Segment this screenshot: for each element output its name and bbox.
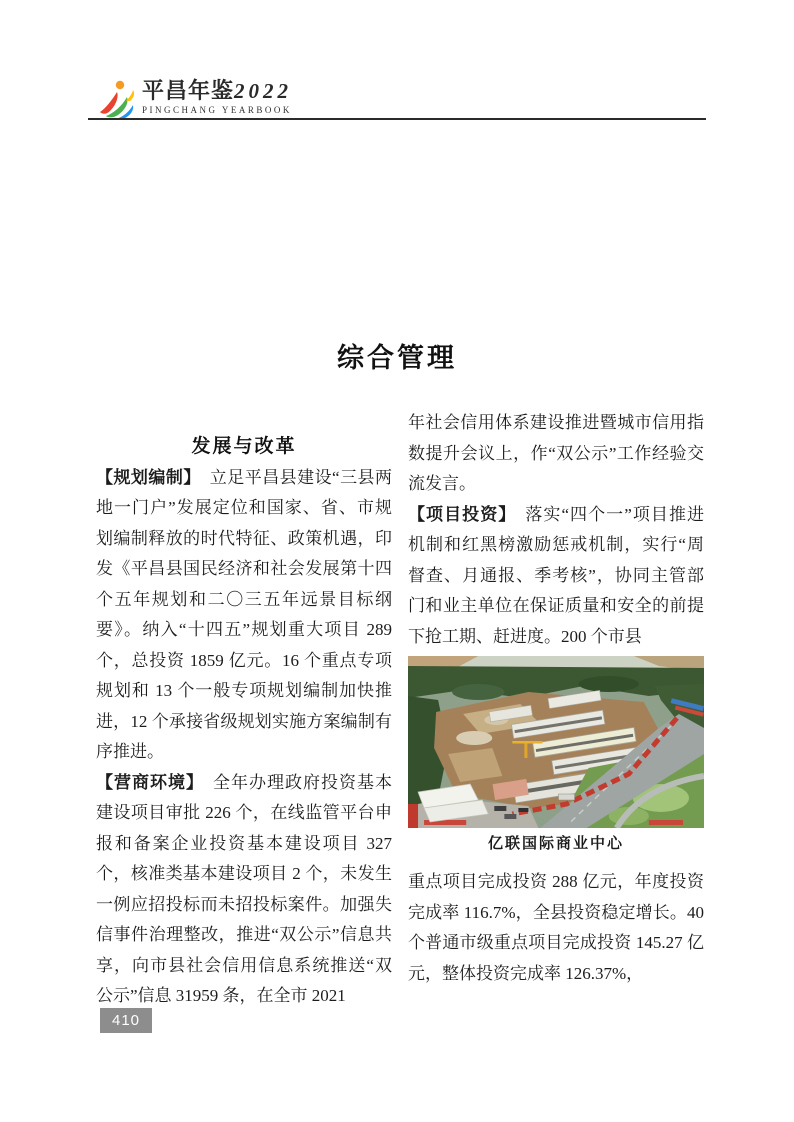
right-column — [408, 408, 704, 989]
brand-subtitle-en: PINGCHANG YEARBOOK — [142, 105, 292, 115]
section-heading-development-reform: 发展与改革 — [191, 436, 297, 457]
entry-label-planning: 【规划编制】 — [96, 467, 201, 487]
construction-site-figure — [408, 656, 704, 855]
brand-title-cn: 平昌年鉴 — [142, 78, 235, 103]
after-photo-paragraph: 重点项目完成投资 288 亿元，年度投资完成率 116.7%，全县投资稳定增长。40 个普通市级重点项目完成投资 145.27 亿元，整体投资完成率 126.37%， — [408, 872, 704, 983]
continuation-paragraph: 年社会信用体系建设推进暨城市信用指数提升会议上，作“双公示”工作经验交流发言。 — [408, 413, 704, 493]
photo-caption: 亿联国际商业中心 — [487, 836, 624, 852]
entry-text-planning: 立足平昌县建设“三县两地一门户”发展定位和国家、省、市规划编制释放的时代特征、政策机遇，印发《平昌县国民经济和社会发展第十四个五年规划和二〇三五年远景目标纲要》。纳入“十四五”规划重大项目 289 个，总投资 1859 亿元。16 个重点专项规划和 13 个一般专项规划编制加快推进，12 个承接省级规划实施方案编制有序推进。 — [96, 467, 393, 761]
entry-paragraph-business-environment — [96, 768, 392, 1012]
entry-paragraph-planning — [96, 463, 392, 768]
construction-site-aerial-photo — [408, 656, 704, 828]
entry-text-project-investment: 落实“四个一”项目推进机制和红黑榜激励惩戒机制，实行“周督查、月通报、季考核”，协同主管部门和业主单位在保证质量和安全的前提下抢工期、赶进度。200 个市县 — [408, 504, 705, 646]
entry-paragraph-project-investment — [408, 500, 704, 653]
entry-text-business-environment: 全年办理政府投资基本建设项目审批 226 个，在线监管平台申报和备案企业投资基本建设项目 327 个，核准类基本建设项目 2 个，未发生一例应招投标而未招投标案件。加强失信事件治理整改，推进“双公示”信息共享，向市县社会信用信息系统推送“双公示”信息 31959 条，在全市 2021 — [96, 772, 392, 1005]
entry-label-project-investment: 【项目投资】 — [408, 504, 517, 524]
entry-label-business-environment: 【营商环境】 — [96, 772, 204, 792]
header-rule — [88, 118, 706, 120]
page-number-badge: 410 — [100, 1008, 152, 1033]
brand-lockup — [142, 78, 292, 115]
brand-title-year: 2022 — [234, 79, 293, 103]
page-title: 综合管理 — [337, 343, 457, 373]
photo-truck — [559, 794, 575, 800]
brand-title — [142, 78, 292, 104]
left-column — [96, 432, 392, 1012]
